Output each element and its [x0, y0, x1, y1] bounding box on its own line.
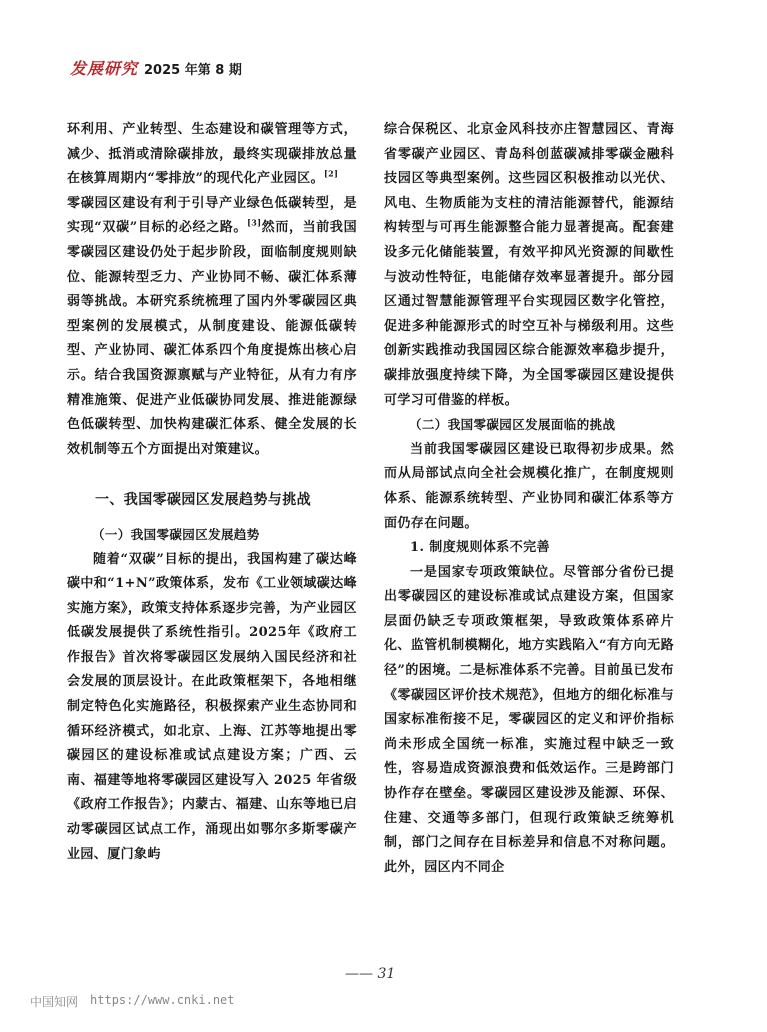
- issue-label: 2025 年第 8 期: [144, 63, 242, 78]
- watermark-url[interactable]: https://www.cnki.net: [90, 993, 235, 1007]
- right-column: [384, 118, 674, 880]
- paragraph: 环利用、产业转型、生态建设和碳管理等方式，减少、抵消或清除碳排放，最终实现碳排放总量在核算周期内“零排放”的现代化产业园区。[2]: [67, 122, 357, 187]
- paragraph: 随着“双碳”目标的提出，我国构建了碳达峰碳中和“1+N”政策体系，发布《工业领域碳达峰实施方案》，政策支持体系逐步完善，为产业园区低碳发展提供了系统性指引。2025年《政府工作报告》首次将零碳园区发展纳入国民经济和社会发展的顶层设计。在此政策框架下，各地相继制定特色化实施路径，积极探索产业生态协同和循环经济模式，如北京、上海、江苏等地提出零碳园区的建设标准或试点建设方案；广西、云南、福建等地将零碳园区建设写入 2025 年省级《政府工作报告》；内蒙古、福建、山东等地已启动零碳园区试点工作，涌现出如鄂尔多斯零碳产业园、厦门象屿: [67, 551, 357, 862]
- citation-ref[interactable]: [3]: [247, 218, 262, 229]
- left-column: [67, 118, 357, 867]
- paragraph: 零碳园区建设有利于引导产业绿色低碳转型，是实现“双碳”目标的必经之路。[3]然而，当前我国零碳园区建设仍处于起步阶段，面临制度规则缺位、能源转型乏力、产业协同不畅、碳汇体系薄弱等挑战。本研究系统梳理了国内外零碳园区典型案例的发展模式，从制度建设、能源低碳转型、产业协同、碳汇体系四个角度提炼出核心启示。结合我国资源禀赋与产业特征，从有力有序精准施策、促进产业低碳协同发展、推进能源绿色低碳转型、加快构建碳汇体系、健全发展的长效机制等五个方面提出对策建议。: [67, 195, 357, 457]
- paragraph: 当前我国零碳园区建设已取得初步成果。然而从局部试点向全社会规模化推广，在制度规则体系、能源系统转型、产业协同和碳汇体系等方面仍存在问题。: [384, 441, 674, 531]
- watermark: [30, 993, 235, 1010]
- subsection-heading: （二）我国零碳园区发展面临的挑战: [409, 417, 616, 433]
- sub-subsection-heading: 1. 制度规则体系不完善: [410, 540, 550, 556]
- running-header: [70, 56, 242, 78]
- paragraph: 综合保税区、北京金风科技亦庄智慧园区、青海省零碳产业园区、青岛科创蓝碳减排零碳金融科技园区等典型案例。这些园区积极推动以光伏、风电、生物质能为支柱的清洁能源替代，能源结构转型与可再生能源整合能力显著提高。配套建设多元化储能装置，有效平抑风光资源的间歇性与波动性特征，电能储存效率显著提升。部分园区通过智慧能源管理平台实现园区数字化管控，促进多种能源形式的时空互补与梯级利用。这些创新实践推动我国园区综合能源效率稳步提升，碳排放强度持续下降，为全国零碳园区建设提供可学习可借鉴的样板。: [384, 122, 674, 408]
- section-heading: 一、我国零碳园区发展趋势与挑战: [95, 492, 311, 509]
- watermark-name: 中国知网: [30, 995, 79, 1009]
- page-number: —— 31: [345, 966, 396, 982]
- journal-logo: 发展研究: [70, 59, 139, 78]
- citation-ref[interactable]: [2]: [323, 168, 339, 179]
- paragraph: 一是国家专项政策缺位。尽管部分省份已提出零碳园区的建设标准或试点建设方案，但国家层面仍缺乏专项政策框架，导致政策体系碎片化、监管机制模糊化，地方实践陷入“有方向无路径”的困境。二是标准体系不完善。目前虽已发布《零碳园区评价技术规范》，但地方的细化标准与国家标准衔接不足，零碳园区的定义和评价指标尚未形成全国统一标准，实施过程中缺乏一致性，容易造成资源浪费和低效运作。三是跨部门协作存在壁垒。零碳园区建设涉及能源、环保、住建、交通等多部门，但现行政策缺乏统筹机制，部门之间存在目标差异和信息不对称问题。此外，园区内不同企: [384, 564, 674, 875]
- subsection-heading: （一）我国零碳园区发展趋势: [92, 526, 260, 542]
